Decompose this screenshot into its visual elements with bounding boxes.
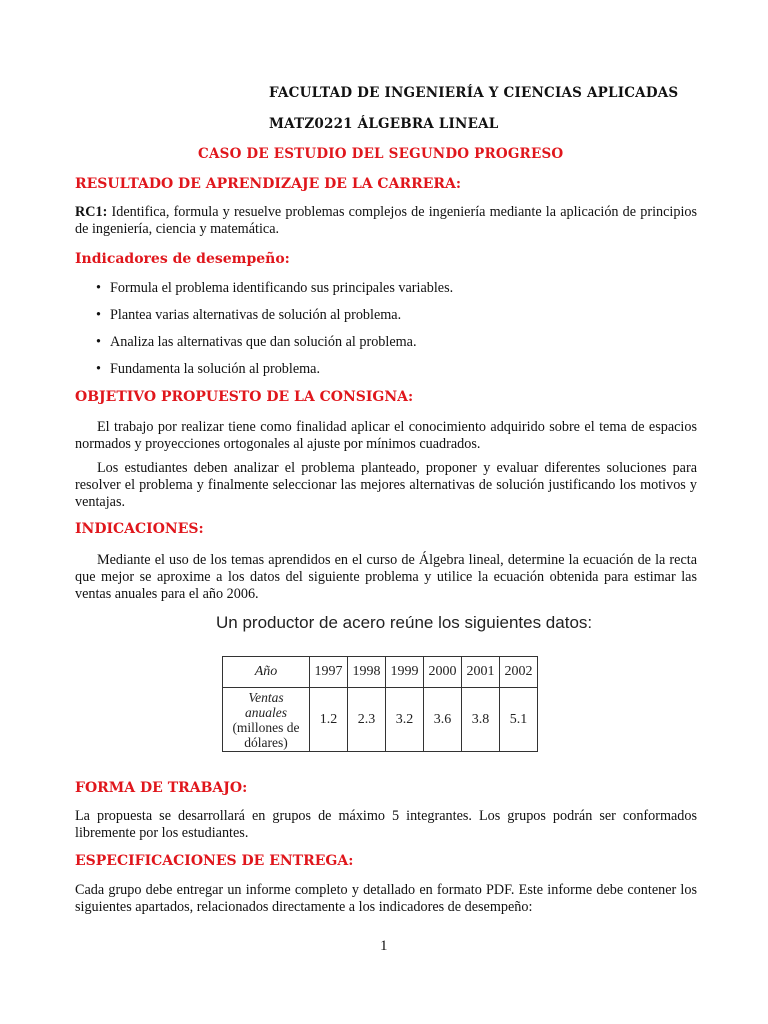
bullet-icon: • [96, 280, 101, 296]
year-cell: 1999 [386, 657, 424, 688]
delivery-paragraph: Cada grupo debe entregar un informe completo y detallado en formato PDF. Este informe debe contener los siguientes apartados, relacionados directamente a los indicadores de desempeño: [75, 882, 697, 915]
year-cell: 1998 [348, 657, 386, 688]
list-item [96, 307, 690, 334]
sales-label-line: (millones de [232, 719, 300, 735]
sales-label-cell [223, 688, 310, 752]
sales-label-line: anuales [245, 704, 287, 720]
delivery-heading: ESPECIFICACIONES DE ENTREGA: [75, 853, 354, 869]
sales-cell: 5.1 [500, 688, 538, 752]
sales-label-line: Ventas [248, 689, 284, 705]
indicators-heading: Indicadores de desempeño: [75, 251, 290, 267]
year-cell: 2000 [424, 657, 462, 688]
year-cell: 1997 [310, 657, 348, 688]
learning-outcome-heading: RESULTADO DE APRENDIZAJE DE LA CARRERA: [75, 176, 462, 192]
case-title: CASO DE ESTUDIO DEL SEGUNDO PROGRESO [198, 146, 564, 162]
course-title: MATZ0221 ÁLGEBRA LINEAL [269, 116, 499, 132]
objective-paragraph-1: El trabajo por realizar tiene como finalidad aplicar el conocimiento adquirido sobre el tema de espacios normados y proyecciones ortogonales al ajuste por mínimos cuadrados. [75, 419, 697, 452]
instructions-paragraph: Mediante el uso de los temas aprendidos en el curso de Álgebra lineal, determine la ecuación de la recta que mejor se aproxime a los datos del siguiente problema y utilice la ecuación obtenida para estimar las ventas anuales para el año 2006. [75, 552, 697, 602]
sales-cell: 3.2 [386, 688, 424, 752]
sales-cell: 3.8 [462, 688, 500, 752]
indicator-text: Analiza las alternativas que dan solución al problema. [110, 334, 417, 350]
sales-label-line: dólares) [244, 734, 288, 750]
sales-data-table [222, 656, 538, 752]
bullet-icon: • [96, 361, 101, 377]
learning-outcome-paragraph [75, 204, 697, 238]
year-cell: 2001 [462, 657, 500, 688]
bullet-icon: • [96, 334, 101, 350]
table-row [223, 688, 538, 752]
list-item [96, 280, 690, 307]
indicator-list [96, 280, 690, 388]
faculty-title: FACULTAD DE INGENIERÍA Y CIENCIAS APLICADAS [269, 85, 679, 101]
bullet-icon: • [96, 307, 101, 323]
indicator-text: Fundamenta la solución al problema. [110, 361, 320, 377]
list-item [96, 334, 690, 361]
work-form-paragraph: La propuesta se desarrollará en grupos de máximo 5 integrantes. Los grupos podrán ser conformados libremente por los estudiantes. [75, 808, 697, 841]
outcome-text: Identifica, formula y resuelve problemas complejos de ingeniería mediante la aplicación de principios de ingeniería, ciencia y matemática. [75, 204, 697, 237]
sales-cell: 1.2 [310, 688, 348, 752]
objective-paragraph-2: Los estudiantes deben analizar el problema planteado, proponer y evaluar diferentes soluciones para resolver el problema y finalmente seleccionar las mejores alternativas de solución justificando los motivos y ventajas. [75, 460, 697, 510]
table-row [223, 657, 538, 688]
list-item [96, 361, 690, 388]
outcome-code: RC1: [75, 204, 108, 220]
objective-heading: OBJETIVO PROPUESTO DE LA CONSIGNA: [75, 389, 414, 405]
year-cell: 2002 [500, 657, 538, 688]
indicator-text: Formula el problema identificando sus principales variables. [110, 280, 454, 296]
sales-cell: 3.6 [424, 688, 462, 752]
work-form-heading: FORMA DE TRABAJO: [75, 780, 248, 796]
year-label-cell: Año [223, 657, 310, 688]
page-number: 1 [380, 938, 388, 954]
sales-cell: 2.3 [348, 688, 386, 752]
indicator-text: Plantea varias alternativas de solución al problema. [110, 307, 402, 323]
figure-title: Un productor de acero reúne los siguientes datos: [216, 613, 593, 632]
instructions-heading: INDICACIONES: [75, 521, 204, 537]
